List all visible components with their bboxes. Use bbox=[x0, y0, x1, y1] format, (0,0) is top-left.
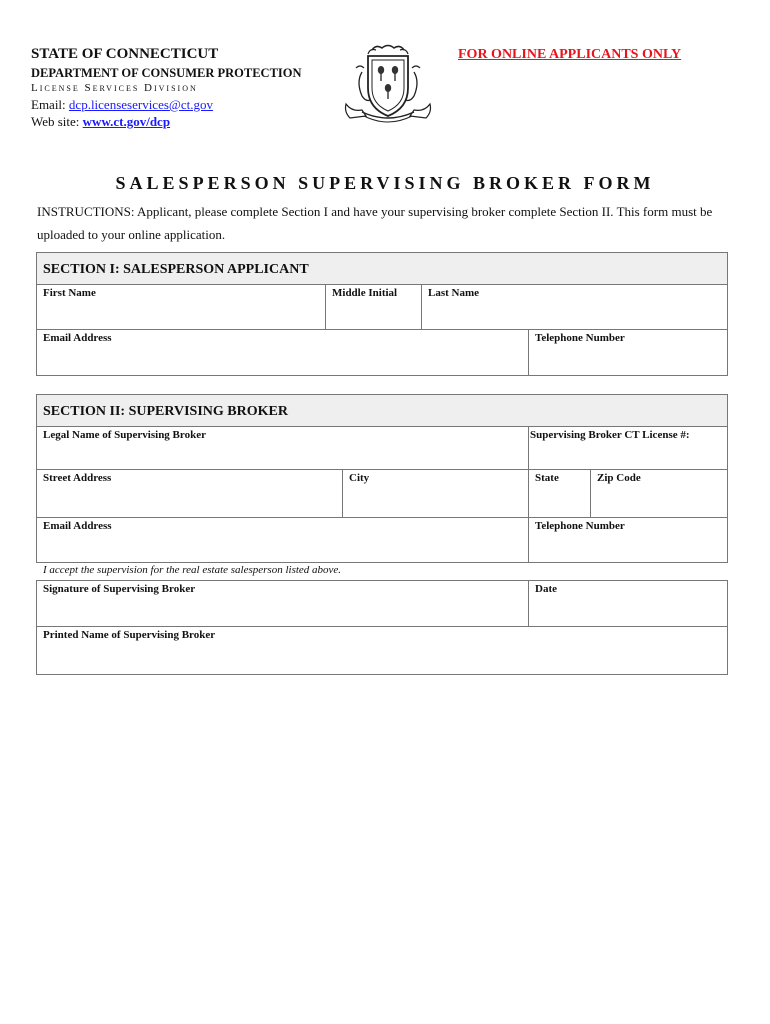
broker-printed-name-field[interactable]: Printed Name of Supervising Broker bbox=[36, 626, 728, 675]
broker-signature-field[interactable]: Signature of Supervising Broker bbox=[36, 580, 529, 627]
middle-initial-field[interactable]: Middle Initial bbox=[325, 284, 422, 330]
broker-state-field[interactable]: State bbox=[528, 469, 591, 518]
section2-heading: SECTION II: SUPERVISING BROKER bbox=[36, 394, 728, 427]
state-name: STATE OF CONNECTICUT bbox=[31, 46, 219, 62]
state-seal-icon bbox=[342, 42, 434, 126]
acceptance-statement: I accept the supervision for the real estate salesperson listed above. bbox=[43, 564, 342, 576]
contact-website bbox=[31, 114, 170, 130]
website-link[interactable]: www.ct.gov/dcp bbox=[82, 114, 171, 129]
broker-legal-name-field[interactable]: Legal Name of Supervising Broker bbox=[36, 426, 529, 470]
online-applicants-notice: FOR ONLINE APPLICANTS ONLY bbox=[458, 47, 682, 62]
broker-telephone-field[interactable]: Telephone Number bbox=[528, 517, 728, 563]
email-label: Email: bbox=[31, 97, 69, 112]
broker-city-field[interactable]: City bbox=[342, 469, 529, 518]
last-name-field[interactable]: Last Name bbox=[421, 284, 728, 330]
department-name: DEPARTMENT OF CONSUMER PROTECTION bbox=[31, 66, 302, 80]
email-link[interactable]: dcp.licenseservices@ct.gov bbox=[68, 97, 214, 112]
broker-zip-field[interactable]: Zip Code bbox=[590, 469, 728, 518]
first-name-field[interactable]: First Name bbox=[36, 284, 326, 330]
applicant-telephone-field[interactable]: Telephone Number bbox=[528, 329, 728, 376]
signature-date-field[interactable]: Date bbox=[528, 580, 728, 627]
website-label: Web site: bbox=[31, 114, 83, 129]
broker-street-field[interactable]: Street Address bbox=[36, 469, 343, 518]
broker-license-field[interactable]: Supervising Broker CT License #: bbox=[528, 426, 728, 470]
form-instructions: INSTRUCTIONS: Applicant, please complete Section I and have your supervising broker complete Section II. This form must be uploaded to your online application. bbox=[37, 204, 713, 242]
division-name: License Services Division bbox=[31, 82, 198, 94]
contact-email bbox=[31, 97, 213, 113]
section1-heading: SECTION I: SALESPERSON APPLICANT bbox=[36, 252, 728, 285]
form-title: SALESPERSON SUPERVISING BROKER FORM bbox=[115, 173, 655, 193]
broker-email-field[interactable]: Email Address bbox=[36, 517, 529, 563]
applicant-email-field[interactable]: Email Address bbox=[36, 329, 529, 376]
